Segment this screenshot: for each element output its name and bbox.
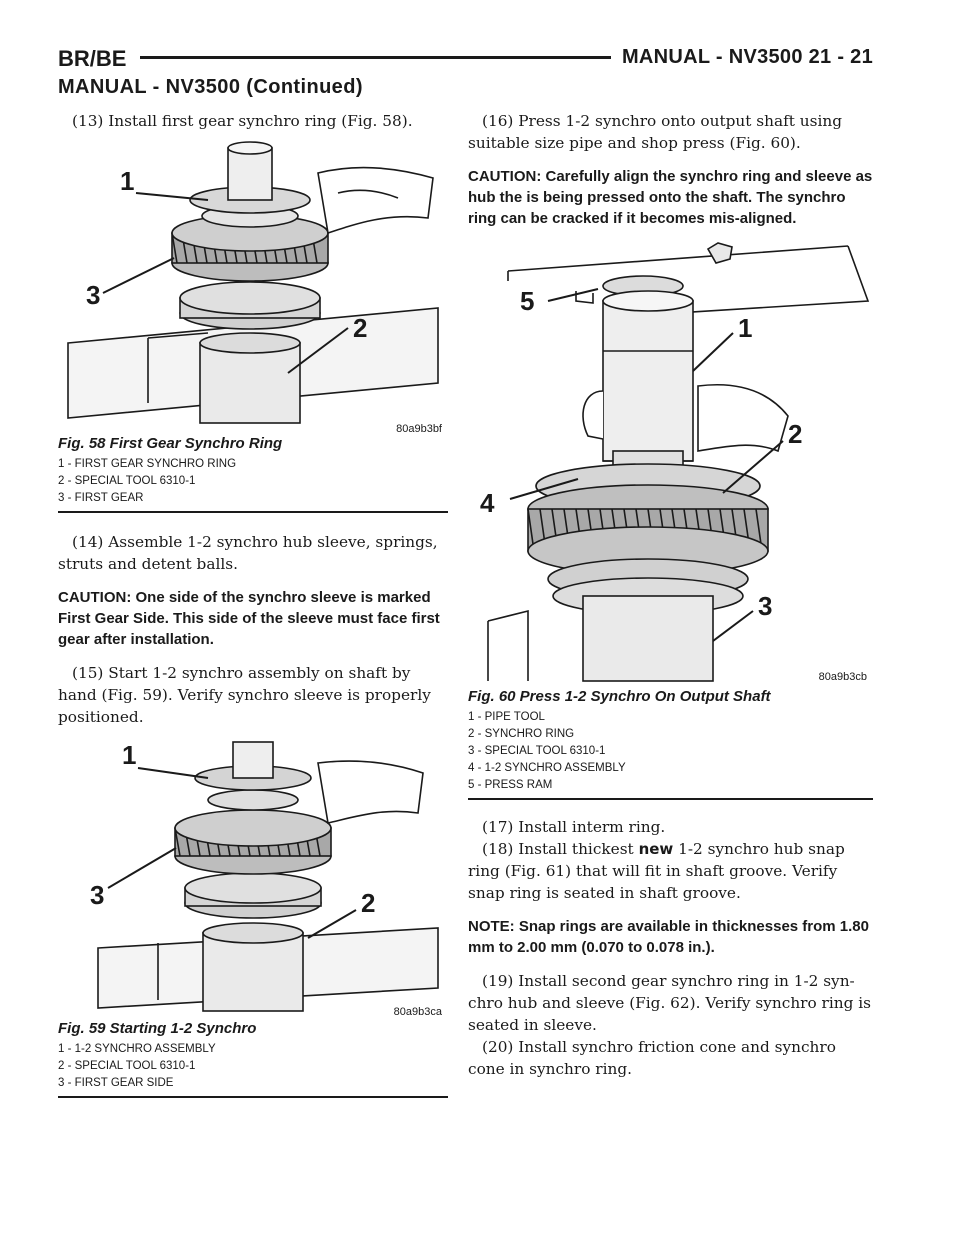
step-20: (20) Install synchro friction cone and synchro cone in synchro ring. <box>468 1038 836 1078</box>
figure-59-legend <box>58 1041 448 1096</box>
step-14: (14) Assemble 1-2 synchro hub sleeve, springs, struts and detent balls. <box>58 533 438 573</box>
right-column <box>468 110 873 1080</box>
header-rule <box>140 56 611 59</box>
callout-5: 5 <box>520 286 535 316</box>
callout-4: 4 <box>480 488 495 518</box>
callout-2: 2 <box>353 313 368 343</box>
figure-59-code: 80a9b3ca <box>393 1006 442 1018</box>
callout-3: 3 <box>758 591 773 621</box>
step-15: (15) Start 1-2 synchro assembly on shaft by hand (Fig. 59). Verify synchro sleeve is properly positioned. <box>58 664 431 726</box>
figure-59-image <box>58 738 448 1018</box>
figure-60-code: 80a9b3cb <box>818 671 867 683</box>
left-column <box>58 110 448 1098</box>
legend-item: 1 - FIRST GEAR SYNCHRO RING <box>58 458 237 470</box>
legend-item: 3 - SPECIAL TOOL 6310-1 <box>468 745 606 757</box>
figure-59-caption: Fig. 59 Starting 1-2 Synchro <box>58 1020 257 1037</box>
legend-item: 4 - 1-2 SYNCHRO ASSEMBLY <box>468 762 626 774</box>
legend-item: 1 - 1-2 SYNCHRO ASSEMBLY <box>58 1043 216 1055</box>
figure-58-legend <box>58 456 448 511</box>
figure-59 <box>58 738 448 1098</box>
step-17: (17) Install interm ring. <box>482 818 666 836</box>
note-snap-rings: NOTE: Snap rings are available in thicknesses from 1.80 mm to 2.00 mm (0.070 to 0.078 in.). <box>468 918 869 956</box>
figure-58 <box>58 138 448 513</box>
caution-2: CAUTION: Carefully align the synchro ring and sleeve as hub the is being pressed onto the shaft. The synchro ring can be cracked if it becomes mis-aligned. <box>468 168 873 227</box>
legend-item: 5 - PRESS RAM <box>468 779 553 791</box>
header-left: BR/BE <box>58 46 127 71</box>
figure-58-code: 80a9b3bf <box>396 423 442 435</box>
step-13: (13) Install first gear synchro ring (Fig. 58). <box>72 112 413 130</box>
callout-1: 1 <box>122 740 137 770</box>
figure-60-caption: Fig. 60 Press 1-2 Synchro On Output Shaft <box>468 688 771 705</box>
figure-60-legend <box>468 709 873 798</box>
callout-2: 2 <box>361 888 376 918</box>
step-19: (19) Install second gear synchro ring in 1-2 syn-chro hub and sleeve (Fig. 62). Verify synchro ring is seated in sleeve. <box>468 972 872 1034</box>
synchro-assembly-illustration <box>58 738 448 1018</box>
callout-3: 3 <box>86 280 101 310</box>
legend-item: 1 - PIPE TOOL <box>468 711 545 723</box>
page-header <box>58 42 873 72</box>
synchro-ring-illustration <box>58 138 448 433</box>
figure-58-caption: Fig. 58 First Gear Synchro Ring <box>58 435 283 452</box>
callout-1: 1 <box>120 166 135 196</box>
legend-item: 3 - FIRST GEAR SIDE <box>58 1077 174 1089</box>
section-title: MANUAL - NV3500 (Continued) <box>58 76 363 98</box>
callout-1: 1 <box>738 313 753 343</box>
legend-item: 2 - SYNCHRO RING <box>468 728 575 740</box>
legend-item: 2 - SPECIAL TOOL 6310-1 <box>58 1060 196 1072</box>
step-18-new: new <box>638 840 674 858</box>
legend-item: 2 - SPECIAL TOOL 6310-1 <box>58 475 196 487</box>
step-18-end: 1-2 synchro hub snap ring (Fig. 61) that will fit in shaft groove. Verify snap ring is seated in shaft groove. <box>468 840 845 902</box>
step-18-start: (18) Install thickest <box>482 840 639 858</box>
figure-58-image <box>58 138 448 433</box>
figure-60 <box>468 241 873 800</box>
caution-1: CAUTION: One side of the synchro sleeve is marked First Gear Side. This side of the sleeve must face first gear after installation. <box>58 589 440 648</box>
callout-2: 2 <box>788 419 803 449</box>
step-18 <box>468 838 873 904</box>
header-right: MANUAL - NV3500 21 - 21 <box>621 46 873 68</box>
legend-item: 3 - FIRST GEAR <box>58 492 144 504</box>
callout-3: 3 <box>90 880 105 910</box>
figure-60-image <box>468 241 873 686</box>
step-16: (16) Press 1-2 synchro onto output shaft using suitable size pipe and shop press (Fig. 60). <box>468 112 842 152</box>
